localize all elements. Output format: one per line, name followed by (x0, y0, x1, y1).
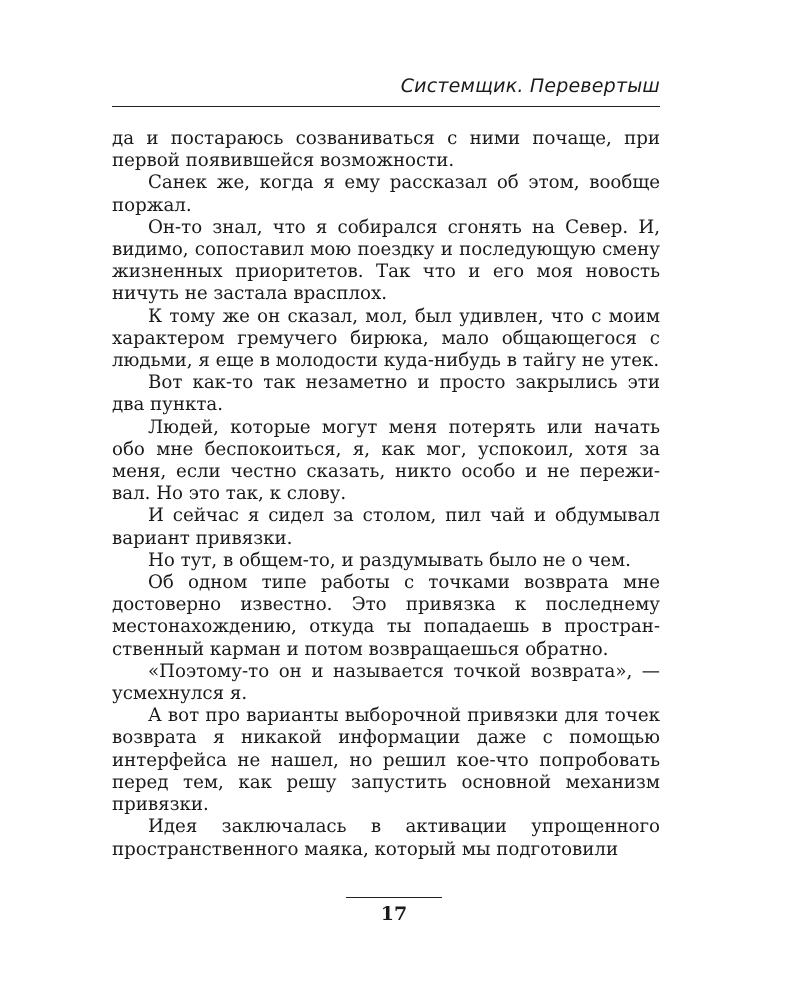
paragraph: Но тут, в общем-то, и раздумывать было не о чем. (148, 549, 631, 571)
footer-rule (346, 897, 442, 898)
paragraph: К тому же он сказал, мол, был удивлен, что с моим характером гремучего бирюка, мало общающегося с людьми, я еще в молодости куда-нибудь в тайгу не утек. (112, 305, 660, 372)
paragraph: И сейчас я сидел за столом, пил чай и обдумывал вариант привязки. (112, 505, 660, 549)
paragraph: Людей, которые могут меня потерять или начать обо мне беспокоиться, я, как мог, успокоил, хотя за меня, если честно сказать, никто особо и не переживал. Но это так, к слову. (112, 416, 660, 505)
header-rule (112, 106, 660, 107)
paragraph: «Поэтому-то он и называется точкой возврата», — усмехнулся я. (112, 660, 660, 705)
paragraph: Вот как-то так незаметно и просто закрылись эти два пункта. (112, 372, 660, 416)
paragraph: Санек же, когда я ему рассказал об этом, вообще поржал. (112, 172, 660, 216)
page-number: 17 (380, 903, 408, 925)
paragraph: А вот про варианты выборочной привязки для точек возврата я никакой информации даже с помощью интерфейса не нашел, но решил кое-что попробовать перед тем, как решу запустить основной механизм привязки. (112, 705, 660, 816)
paragraph: Об одном типе работы с точками возврата мне достоверно известно. Это привязка к последнему местонахождению, откуда ты попадаешь в пространственный карман и потом возвращаешься обратно. (112, 572, 660, 660)
body-text (112, 128, 660, 861)
paragraph: да и постараюсь созваниваться с ними почаще, при первой появившейся возможности. (112, 128, 660, 172)
running-head: Системщик. Перевертыш (400, 75, 660, 97)
paragraph: Идея заключалась в активации упрощенного пространственного маяка, который мы подготовили (112, 816, 660, 860)
paragraph: Он-то знал, что я собирался сгонять на Север. И, видимо, сопоставил мою поездку и последующую смену жизненных приоритетов. Так что и его моя новость ничуть не застала врасплох. (112, 216, 660, 305)
